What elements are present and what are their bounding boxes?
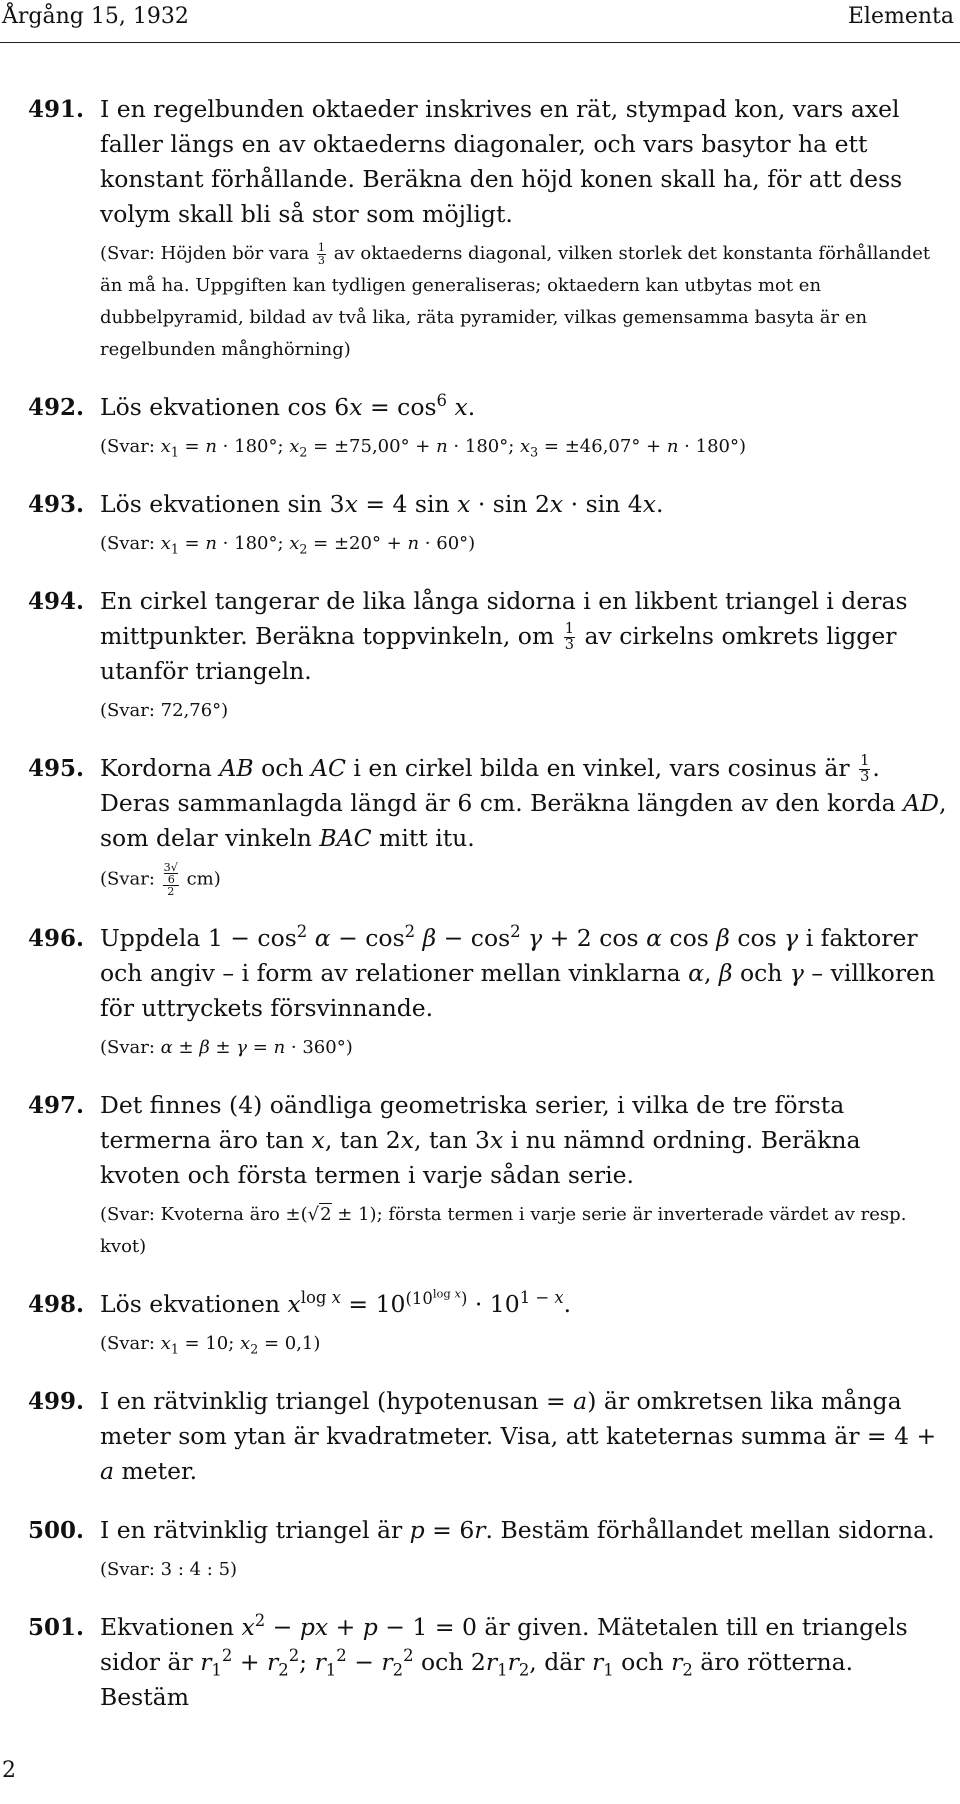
problem-text: Det finnes (4) oändliga geometriska serier, i vilka de tre första termerna äro tan x, tan 2x, tan 3x i nu nämnd ordning. Beräkna kvoten och första termen i varje sådan serie. bbox=[100, 1091, 861, 1190]
problem-body bbox=[100, 1513, 948, 1586]
problem-text: Kordorna AB och AC i en cirkel bilda en vinkel, vars cosinus är $\frac{1}{3}$ . Deras sammanlagda längd är 6 cm. Beräkna längden av den korda AD, som delar vinkeln BAC mitt itu. bbox=[100, 752, 947, 852]
problem-text: Lös ekvationen sin 3x = 4 sin x · sin 2x · sin 4x. bbox=[100, 490, 664, 518]
problem-number: 491. bbox=[28, 96, 85, 123]
problem-answer: (Svar: Kvoterna äro ±(√2 ± 1); första termen i varje serie är inverterade värdet av resp. kvot) bbox=[100, 1204, 907, 1258]
journal-issue: Årgång 15, 1932 bbox=[2, 4, 189, 29]
problem-number: 496. bbox=[28, 925, 85, 953]
problem-body bbox=[100, 1088, 948, 1263]
problem-answer: (Svar: α ± β ± γ = n · 360°) bbox=[100, 1037, 353, 1059]
problem-text: Uppdela $1 - \cos^2 \alpha - \cos^2 \beta - \cos^2 \gamma + 2$ cos α cos β cos γ i faktorer och angiv – i form av relationer mellan vinklarna α, β och γ – villkoren för uttryckets försvinnande. bbox=[100, 922, 936, 1023]
problem-494 bbox=[28, 584, 948, 727]
problem-answer: (Svar: $x_1 = 10$; $x_2 = 0,1$) bbox=[100, 1333, 321, 1358]
header-rule bbox=[0, 42, 960, 43]
problem-number: 501. bbox=[28, 1614, 85, 1642]
problem-text: I en regelbunden oktaeder inskrives en rät, stympad kon, vars axel faller längs en av oktaederns diagonaler, och vars basytor ha ett konstant förhållande. Beräkna den höjd konen skall ha, för att dess volym skall bli så stor som möjligt. bbox=[100, 95, 903, 228]
problem-number: 499. bbox=[28, 1388, 85, 1416]
journal-title: Elementa bbox=[847, 4, 954, 29]
problem-text: Lös ekvationen $\cos 6x = \cos^6 x$. bbox=[100, 391, 476, 421]
problem-number: 500. bbox=[28, 1517, 85, 1545]
problem-number: 498. bbox=[28, 1291, 85, 1319]
problem-number: 493. bbox=[28, 491, 85, 518]
problem-answer: (Svar: Höjden bör vara $\frac{1}{3}$ av oktaederns diagonal, vilken storlek det konstanta förhållandet än må ha. Uppgiften kan tydligen generaliseras; oktaedern kan utbytas mot en dubbelpyramid, bildad av två lika, räta pyramider, vilkas gemensamma basyta är en regelbunden månghörning) bbox=[100, 241, 931, 360]
problem-492 bbox=[28, 390, 948, 463]
problem-501 bbox=[28, 1610, 948, 1715]
problem-answer: (Svar: $x_1 = n \cdot 180^\circ$; $x_2 = \pm 20^\circ + n \cdot 60^\circ$) bbox=[100, 533, 476, 557]
problem-number: 495. bbox=[28, 755, 85, 782]
problem-body bbox=[100, 921, 948, 1064]
problem-number: 494. bbox=[28, 588, 85, 615]
problem-body bbox=[100, 1384, 948, 1489]
problem-body bbox=[100, 92, 948, 366]
problem-496 bbox=[28, 921, 948, 1064]
problem-text: Ekvationen $x^2$ − px + p − 1 = 0 är given. Mätetalen till en triangels sidor är $r_1^2 + r_2^2$; $r_1^2 - r_2^2$ och $2r_1r_2$, där $r_1$ och $r_2$ äro rötterna. Bestäm bbox=[100, 1611, 908, 1712]
problem-body bbox=[100, 1287, 948, 1360]
problem-answer: (Svar: $x_1 = n \cdot 180^\circ$; $x_2 = \pm 75,00^\circ + n \cdot 180^\circ$; $x_3 = \pm 46,07^\circ + n \cdot 180^\circ$) bbox=[100, 436, 746, 460]
problem-body bbox=[100, 487, 948, 560]
problem-answer: (Svar: 3 : 4 : 5) bbox=[100, 1559, 238, 1581]
problem-answer: (Svar: 3√ 6 2 cm) bbox=[100, 861, 221, 899]
problem-text: Lös ekvationen $x^{log x} = 10^{(10^{log x})} \cdot 10^{1 - x}$. bbox=[100, 1286, 572, 1319]
problem-body bbox=[100, 751, 948, 897]
problem-list bbox=[28, 92, 948, 1739]
page-number: 2 bbox=[2, 1758, 16, 1783]
problem-495 bbox=[28, 751, 948, 897]
problem-500 bbox=[28, 1513, 948, 1586]
problem-text: I en rätvinklig triangel (hypotenusan = a) är omkretsen lika många meter som ytan är kvadratmeter. Visa, att kateternas summa är = 4 + a meter. bbox=[100, 1387, 937, 1486]
problem-body bbox=[100, 390, 948, 463]
problem-498 bbox=[28, 1287, 948, 1360]
problem-text: I en rätvinklig triangel är p = 6r. Bestäm förhållandet mellan sidorna. bbox=[100, 1516, 935, 1545]
problem-number: 497. bbox=[28, 1092, 85, 1120]
problem-number: 492. bbox=[28, 394, 85, 421]
problem-491 bbox=[28, 92, 948, 366]
problem-body bbox=[100, 1610, 948, 1715]
problem-answer: (Svar: 72,76°) bbox=[100, 700, 229, 721]
problem-body bbox=[100, 584, 948, 727]
problem-text: En cirkel tangerar de lika långa sidorna i en likbent triangel i deras mittpunkter. Beräkna toppvinkeln, om $\frac{1}{3}$ av cirkelns omkrets ligger utanför triangeln. bbox=[100, 587, 908, 685]
problem-493 bbox=[28, 487, 948, 560]
problem-499 bbox=[28, 1384, 948, 1489]
problem-497 bbox=[28, 1088, 948, 1263]
